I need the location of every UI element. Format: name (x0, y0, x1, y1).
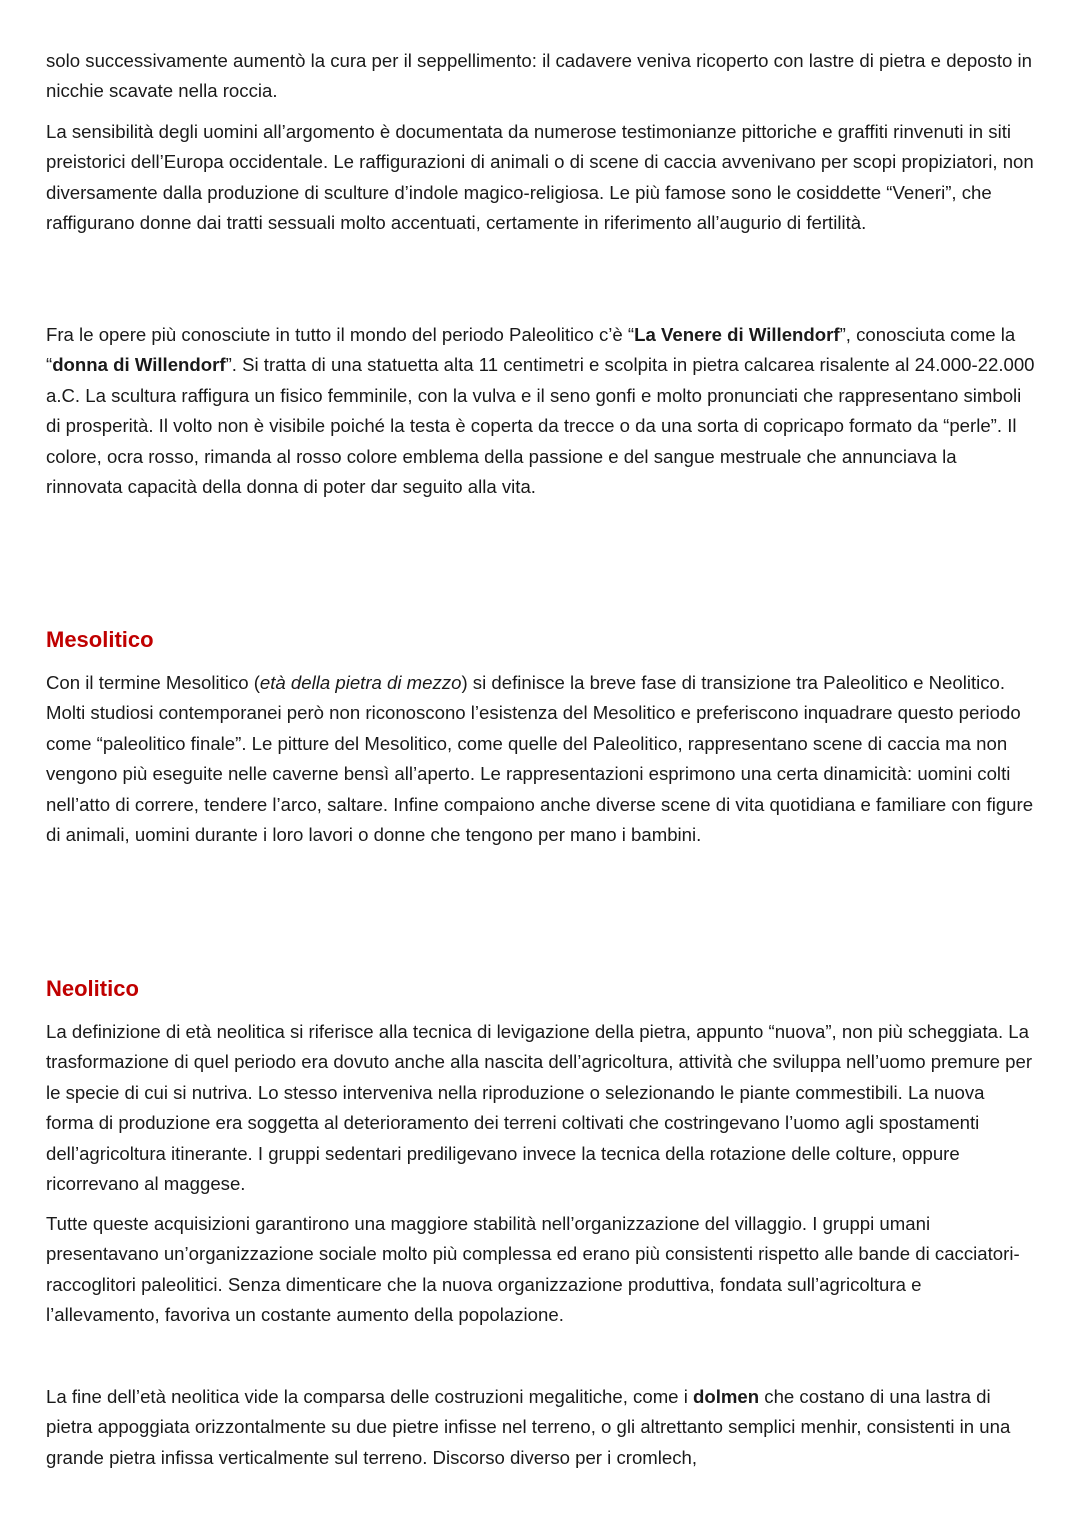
text: ”. Si tratta di una statuetta alta 11 centimetri e scolpita in pietra calcarea risalente al 24.000-22.000 a.C. La scultura raffigura un fisico femminile, con la vulva e il seno gonfi e molto pronunciati che rappresentano simboli di prosperità. Il volto non è visibile poiché la testa è coperta da trecce o da una sorta di copricapo formato da “perle”. Il colore, ocra rosso, rimanda al rosso colore emblema della passione e del sangue mestruale che annunciava la rinnovata capacità della donna di poter dar seguito alla vita. (46, 354, 1035, 498)
text: che costano di una lastra di pietra appoggiata orizzontalmente su due pietre infisse nel terreno, o gli altrettanto semplici menhir, consistenti in una grande pietra infissa verticalmente sul terreno. Discorso diverso per i cromlech, (46, 1386, 1011, 1468)
text: Fra le opere più conosciute in tutto il mondo del periodo Paleolitico c’è “ (46, 324, 635, 345)
bold-term: donna di Willendorf (52, 354, 226, 376)
heading-mesolitico: Mesolitico (46, 627, 154, 652)
paragraph-venus-willendorf (46, 320, 1036, 502)
text: La fine dell’età neolitica vide la comparsa delle costruzioni megalitiche, come i (46, 1386, 693, 1407)
paragraph-art-sensibility: La sensibilità degli uomini all’argomento è documentata da numerose testimonianze pittoriche e graffiti rinvenuti in siti preistorici dell’Europa occidentale. Le raffigurazioni di animali o di scene di caccia avvenivano per scopi propiziatori, non diversamente dalla produzione di sculture d’indole magico-religiosa. Le più famose sono le cosiddette “Veneri”, che raffigurano donne dai tratti sessuali molto accentuati, certamente in riferimento all’augurio di fertilità. (46, 121, 1034, 234)
heading-neolitico: Neolitico (46, 976, 139, 1001)
paragraph-neolitico-3 (46, 1382, 1036, 1473)
bold-term: La Venere di Willendorf (634, 324, 840, 345)
text: ) si definisce la breve fase di transizione tra Paleolitico e Neolitico. Molti studiosi contemporanei però non riconoscono l’esistenza del Mesolitico e preferiscono inquadrare questo periodo come “paleolitico finale”. Le pitture del Mesolitico, come quelle del Paleolitico, rappresentano scene di caccia ma non vengono più eseguite nelle caverne bensì all’aperto. Le rappresentazioni esprimono una certa dinamicità: uomini colti nell’atto di correre, tendere l’arco, saltare. Infine compaiono anche diverse scene di vita quotidiana e familiare con figure di animali, uomini durante i loro lavori o donne che tengono per mano i bambini. (46, 672, 1034, 846)
text: ”, conosciuta come la “ (46, 324, 1016, 376)
paragraph-burial: solo successivamente aumentò la cura per il seppellimento: il cadavere veniva ricoperto con lastre di pietra e deposto in nicchie scavate nella roccia. (46, 50, 1032, 102)
paragraph-neolitico-1: La definizione di età neolitica si riferisce alla tecnica di levigazione della pietra, appunto “nuova”, non più scheggiata. La trasformazione di quel periodo era dovuto anche alla nascita dell’agricoltura, attività che sviluppa nell’uomo premure per le specie di cui si nutriva. Lo stesso interveniva nella riproduzione o selezionando le piante commestibili. La nuova forma di produzione era soggetta al deterioramento dei terreni coltivati che costringevano l’uomo agli spostamenti dell’agricoltura itinerante. I gruppi sedentari prediligevano invece la tecnica della rotazione delle colture, oppure ricorrevano al maggese. (46, 1021, 1033, 1195)
text: Con il termine Mesolitico ( (46, 672, 260, 693)
bold-term: dolmen (693, 1386, 760, 1407)
paragraph-neolitico-2: Tutte queste acquisizioni garantirono una maggiore stabilità nell’organizzazione del villaggio. I gruppi umani presentavano un’organizzazione sociale molto più complessa ed erano più consistenti rispetto alle bande di cacciatori-raccoglitori paleolitici. Senza dimenticare che la nuova organizzazione produttiva, fondata sull’agricoltura e l’allevamento, favoriva un costante aumento della popolazione. (46, 1213, 1020, 1326)
paragraph-mesolitico (46, 668, 1036, 850)
italic-term: età della pietra di mezzo (259, 672, 462, 693)
